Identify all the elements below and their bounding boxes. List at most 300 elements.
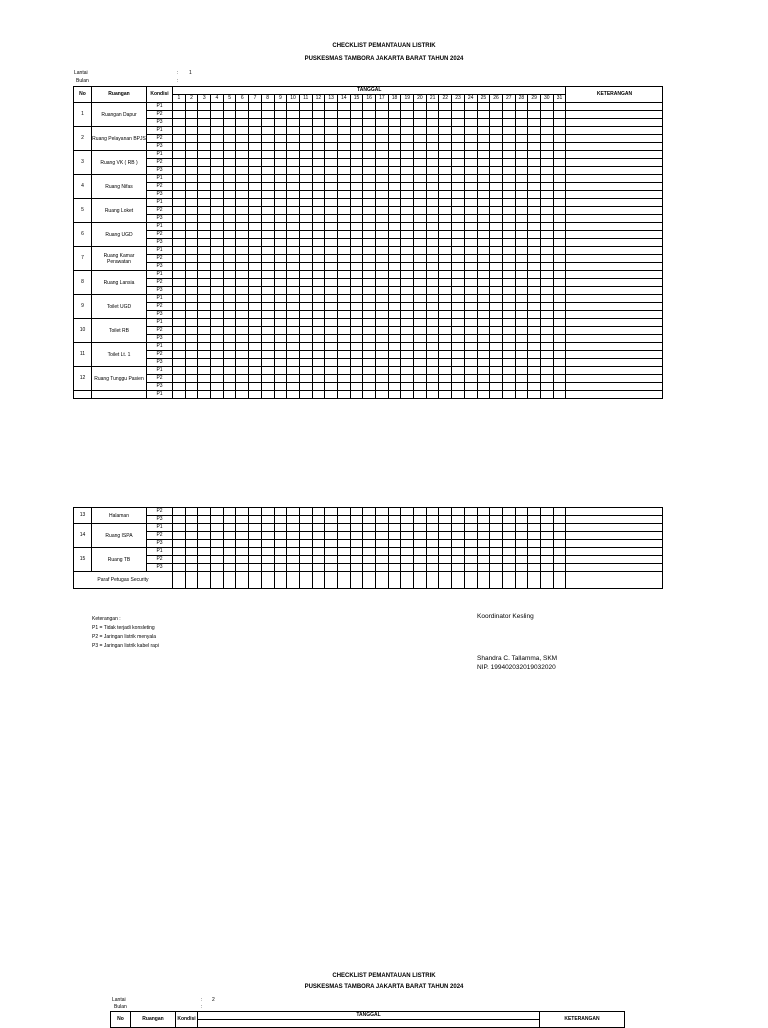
check-cell <box>515 239 528 247</box>
signature-role: Koordinator Kesling <box>477 613 534 620</box>
check-cell <box>312 151 325 159</box>
check-cell <box>464 255 477 263</box>
check-cell <box>477 183 490 191</box>
check-cell <box>540 564 553 572</box>
check-cell <box>439 239 452 247</box>
check-cell <box>502 516 515 524</box>
kondisi-cell: P3 <box>147 191 173 199</box>
check-cell <box>464 564 477 572</box>
check-cell <box>312 111 325 119</box>
check-cell <box>502 383 515 391</box>
check-cell <box>173 287 186 295</box>
check-cell <box>287 516 300 524</box>
check-cell <box>528 375 541 383</box>
check-cell <box>274 303 287 311</box>
kondisi-cell: P2 <box>147 532 173 540</box>
check-cell <box>426 279 439 287</box>
check-cell <box>185 287 198 295</box>
check-cell <box>477 223 490 231</box>
check-cell <box>236 207 249 215</box>
check-cell <box>261 183 274 191</box>
check-cell <box>388 247 401 255</box>
check-cell <box>528 391 541 399</box>
check-cell <box>452 532 465 540</box>
check-cell <box>185 383 198 391</box>
check-cell <box>337 287 350 295</box>
check-cell <box>464 239 477 247</box>
check-cell <box>198 143 211 151</box>
kondisi-cell: P1 <box>147 127 173 135</box>
check-cell <box>477 199 490 207</box>
page2-title: CHECKLIST PEMANTAUAN LISTRIK <box>332 973 436 979</box>
room-name: Toilet RB <box>92 319 147 343</box>
check-cell <box>274 367 287 375</box>
check-cell <box>312 159 325 167</box>
check-cell <box>274 319 287 327</box>
check-cell <box>350 359 363 367</box>
check-cell <box>261 103 274 111</box>
check-cell <box>274 223 287 231</box>
check-cell <box>185 215 198 223</box>
check-cell <box>173 239 186 247</box>
check-cell <box>426 303 439 311</box>
paraf-label: Paraf Petugas Security <box>74 572 173 589</box>
check-cell <box>173 335 186 343</box>
check-cell <box>452 103 465 111</box>
check-cell <box>350 127 363 135</box>
check-cell <box>553 199 566 207</box>
check-cell <box>236 263 249 271</box>
day-header: 3 <box>198 95 211 103</box>
check-cell <box>477 167 490 175</box>
check-cell <box>211 279 224 287</box>
day-header: 22 <box>439 95 452 103</box>
check-cell <box>553 143 566 151</box>
check-cell <box>350 143 363 151</box>
check-cell <box>337 343 350 351</box>
check-cell <box>490 183 503 191</box>
page2-lantai-value: 2 <box>212 997 215 1003</box>
check-cell <box>528 335 541 343</box>
check-cell <box>211 391 224 399</box>
check-cell <box>287 255 300 263</box>
check-cell <box>452 239 465 247</box>
check-cell <box>236 239 249 247</box>
check-cell <box>490 375 503 383</box>
check-cell <box>236 295 249 303</box>
check-cell <box>274 215 287 223</box>
check-cell <box>185 335 198 343</box>
check-cell <box>414 532 427 540</box>
check-cell <box>249 151 262 159</box>
check-cell <box>173 111 186 119</box>
check-cell <box>173 572 186 589</box>
check-cell <box>490 103 503 111</box>
check-cell <box>274 143 287 151</box>
check-cell <box>261 143 274 151</box>
check-cell <box>312 564 325 572</box>
check-cell <box>350 199 363 207</box>
legend-title: Keterangan : <box>92 616 121 622</box>
check-cell <box>299 351 312 359</box>
check-cell <box>490 327 503 335</box>
check-cell <box>211 524 224 532</box>
check-cell <box>439 508 452 516</box>
check-cell <box>452 391 465 399</box>
check-cell <box>236 351 249 359</box>
check-cell <box>540 111 553 119</box>
check-cell <box>325 564 338 572</box>
check-cell <box>401 564 414 572</box>
check-cell <box>312 391 325 399</box>
check-cell <box>553 223 566 231</box>
check-cell <box>388 279 401 287</box>
check-cell <box>350 175 363 183</box>
table-row <box>74 183 663 191</box>
check-cell <box>223 564 236 572</box>
check-cell <box>198 516 211 524</box>
check-cell <box>376 303 389 311</box>
check-cell <box>211 295 224 303</box>
check-cell <box>236 564 249 572</box>
check-cell <box>414 239 427 247</box>
check-cell <box>414 207 427 215</box>
check-cell <box>173 359 186 367</box>
kondisi-cell: P1 <box>147 319 173 327</box>
check-cell <box>540 351 553 359</box>
check-cell <box>452 111 465 119</box>
check-cell <box>426 151 439 159</box>
table-row <box>74 207 663 215</box>
kondisi-cell: P1 <box>147 175 173 183</box>
day-header: 12 <box>312 95 325 103</box>
check-cell <box>376 532 389 540</box>
check-cell <box>299 271 312 279</box>
check-cell <box>363 119 376 127</box>
check-cell <box>388 295 401 303</box>
check-cell <box>299 231 312 239</box>
check-cell <box>502 231 515 239</box>
check-cell <box>198 556 211 564</box>
check-cell <box>540 516 553 524</box>
check-cell <box>528 183 541 191</box>
check-cell <box>211 231 224 239</box>
check-cell <box>299 143 312 151</box>
check-cell <box>173 175 186 183</box>
check-cell <box>287 343 300 351</box>
check-cell <box>388 239 401 247</box>
check-cell <box>502 359 515 367</box>
check-cell <box>528 532 541 540</box>
table-row <box>74 359 663 367</box>
check-cell <box>312 508 325 516</box>
check-cell <box>490 564 503 572</box>
check-cell <box>452 351 465 359</box>
check-cell <box>401 311 414 319</box>
kondisi-cell: P1 <box>147 548 173 556</box>
check-cell <box>477 143 490 151</box>
check-cell <box>540 255 553 263</box>
check-cell <box>426 111 439 119</box>
check-cell <box>401 572 414 589</box>
check-cell <box>211 532 224 540</box>
check-cell <box>553 540 566 548</box>
check-cell <box>528 103 541 111</box>
check-cell <box>223 151 236 159</box>
check-cell <box>490 295 503 303</box>
check-cell <box>312 556 325 564</box>
page2-lantai-colon: : <box>201 997 203 1003</box>
check-cell <box>401 207 414 215</box>
check-cell <box>223 119 236 127</box>
check-cell <box>376 191 389 199</box>
check-cell <box>426 183 439 191</box>
check-cell <box>198 524 211 532</box>
check-cell <box>515 556 528 564</box>
check-cell <box>337 516 350 524</box>
check-cell <box>337 524 350 532</box>
check-cell <box>173 524 186 532</box>
keterangan-cell <box>566 215 663 223</box>
check-cell <box>426 367 439 375</box>
check-cell <box>388 159 401 167</box>
room-number: 8 <box>74 271 92 295</box>
table-row <box>74 367 663 375</box>
check-cell <box>439 327 452 335</box>
check-cell <box>223 135 236 143</box>
check-cell <box>299 556 312 564</box>
check-cell <box>464 183 477 191</box>
check-cell <box>452 263 465 271</box>
check-cell <box>249 239 262 247</box>
check-cell <box>325 151 338 159</box>
check-cell <box>376 359 389 367</box>
check-cell <box>325 327 338 335</box>
check-cell <box>502 327 515 335</box>
page2-col-keterangan: KETERANGAN <box>540 1012 625 1028</box>
check-cell <box>401 383 414 391</box>
check-cell <box>502 111 515 119</box>
keterangan-cell <box>566 207 663 215</box>
check-cell <box>337 271 350 279</box>
check-cell <box>312 375 325 383</box>
check-cell <box>249 159 262 167</box>
check-cell <box>464 119 477 127</box>
check-cell <box>376 239 389 247</box>
check-cell <box>350 111 363 119</box>
check-cell <box>261 508 274 516</box>
check-cell <box>299 564 312 572</box>
check-cell <box>337 239 350 247</box>
check-cell <box>236 572 249 589</box>
check-cell <box>414 540 427 548</box>
check-cell <box>363 556 376 564</box>
check-cell <box>198 135 211 143</box>
check-cell <box>426 524 439 532</box>
check-cell <box>236 359 249 367</box>
check-cell <box>540 391 553 399</box>
check-cell <box>261 383 274 391</box>
check-cell <box>287 223 300 231</box>
check-cell <box>401 532 414 540</box>
check-cell <box>401 191 414 199</box>
check-cell <box>502 572 515 589</box>
check-cell <box>236 516 249 524</box>
check-cell <box>325 319 338 327</box>
check-cell <box>211 319 224 327</box>
check-cell <box>287 548 300 556</box>
kondisi-cell: P3 <box>147 119 173 127</box>
check-cell <box>299 540 312 548</box>
check-cell <box>553 524 566 532</box>
check-cell <box>388 508 401 516</box>
check-cell <box>236 532 249 540</box>
check-cell <box>274 151 287 159</box>
check-cell <box>388 367 401 375</box>
check-cell <box>439 335 452 343</box>
check-cell <box>236 375 249 383</box>
check-cell <box>401 295 414 303</box>
check-cell <box>477 383 490 391</box>
kondisi-cell: P3 <box>147 564 173 572</box>
check-cell <box>376 524 389 532</box>
check-cell <box>401 351 414 359</box>
check-cell <box>477 548 490 556</box>
check-cell <box>528 127 541 135</box>
check-cell <box>173 215 186 223</box>
check-cell <box>553 207 566 215</box>
check-cell <box>299 524 312 532</box>
kondisi-cell: P1 <box>147 247 173 255</box>
check-cell <box>350 247 363 255</box>
check-cell <box>376 383 389 391</box>
signature-nip: NIP. 199402032019032020 <box>477 664 556 671</box>
check-cell <box>490 287 503 295</box>
check-cell <box>363 524 376 532</box>
check-cell <box>312 351 325 359</box>
check-cell <box>299 223 312 231</box>
check-cell <box>477 111 490 119</box>
check-cell <box>490 508 503 516</box>
check-cell <box>287 532 300 540</box>
check-cell <box>452 135 465 143</box>
check-cell <box>388 375 401 383</box>
check-cell <box>350 564 363 572</box>
check-cell <box>515 335 528 343</box>
check-cell <box>287 191 300 199</box>
check-cell <box>198 532 211 540</box>
keterangan-cell <box>566 335 663 343</box>
check-cell <box>173 103 186 111</box>
check-cell <box>426 255 439 263</box>
check-cell <box>490 271 503 279</box>
check-cell <box>287 247 300 255</box>
check-cell <box>540 540 553 548</box>
check-cell <box>299 255 312 263</box>
check-cell <box>401 524 414 532</box>
table-row <box>74 279 663 287</box>
keterangan-cell <box>566 135 663 143</box>
check-cell <box>274 191 287 199</box>
check-cell <box>236 367 249 375</box>
keterangan-cell <box>566 151 663 159</box>
check-cell <box>274 175 287 183</box>
paraf-row <box>74 572 663 589</box>
check-cell <box>477 231 490 239</box>
check-cell <box>198 295 211 303</box>
check-cell <box>414 319 427 327</box>
check-cell <box>540 223 553 231</box>
check-cell <box>515 564 528 572</box>
check-cell <box>502 351 515 359</box>
check-cell <box>376 572 389 589</box>
check-cell <box>325 295 338 303</box>
check-cell <box>312 516 325 524</box>
table-row <box>74 159 663 167</box>
table-row <box>74 239 663 247</box>
kondisi-cell: P2 <box>147 508 173 516</box>
check-cell <box>401 151 414 159</box>
col-header-tanggal: TANGGAL <box>173 87 566 95</box>
check-cell <box>274 564 287 572</box>
check-cell <box>236 175 249 183</box>
check-cell <box>388 540 401 548</box>
check-cell <box>464 143 477 151</box>
check-cell <box>401 167 414 175</box>
check-cell <box>414 524 427 532</box>
check-cell <box>515 508 528 516</box>
check-cell <box>528 223 541 231</box>
check-cell <box>185 279 198 287</box>
table-row <box>74 540 663 548</box>
check-cell <box>515 319 528 327</box>
check-cell <box>401 556 414 564</box>
check-cell <box>185 295 198 303</box>
check-cell <box>439 175 452 183</box>
check-cell <box>388 327 401 335</box>
check-cell <box>439 556 452 564</box>
check-cell <box>426 327 439 335</box>
check-cell <box>363 239 376 247</box>
check-cell <box>211 119 224 127</box>
check-cell <box>236 556 249 564</box>
table-row <box>74 319 663 327</box>
check-cell <box>261 263 274 271</box>
check-cell <box>249 375 262 383</box>
check-cell <box>401 343 414 351</box>
check-cell <box>515 231 528 239</box>
check-cell <box>312 295 325 303</box>
check-cell <box>490 548 503 556</box>
check-cell <box>439 359 452 367</box>
check-cell <box>325 351 338 359</box>
check-cell <box>439 263 452 271</box>
check-cell <box>198 151 211 159</box>
check-cell <box>198 215 211 223</box>
check-cell <box>540 532 553 540</box>
check-cell <box>490 175 503 183</box>
table-row <box>74 247 663 255</box>
check-cell <box>363 215 376 223</box>
check-cell <box>337 319 350 327</box>
room-number: 6 <box>74 223 92 247</box>
check-cell <box>287 135 300 143</box>
check-cell <box>287 311 300 319</box>
check-cell <box>287 564 300 572</box>
check-cell <box>490 223 503 231</box>
check-cell <box>325 540 338 548</box>
check-cell <box>274 119 287 127</box>
